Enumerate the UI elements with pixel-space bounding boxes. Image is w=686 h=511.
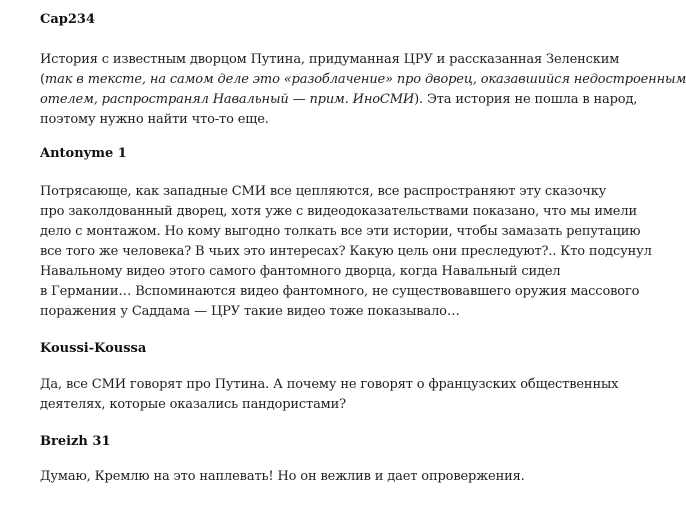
comment-line xyxy=(40,242,652,262)
comment-4 xyxy=(40,434,620,487)
comment-line xyxy=(40,110,620,130)
comment-text-segment: в Германии… Вспоминаются видео фантомного, не существовавшего оружия массового xyxy=(40,284,640,299)
comment-line xyxy=(40,182,620,202)
comment-text xyxy=(40,467,620,487)
comment-text xyxy=(40,182,652,322)
comment-text-segment: поэтому нужно найти что-то еще. xyxy=(40,112,269,127)
comment-line xyxy=(40,302,620,322)
comment-text-segment: История с известным дворцом Путина, придуманная ЦРУ и рассказанная Зеленским xyxy=(40,52,620,67)
comment-line xyxy=(40,222,641,242)
comment-text-segment: Навальному видео этого самого фантомного дворца, когда Навальный сидел xyxy=(40,264,561,279)
comment-line xyxy=(40,395,620,415)
comment-line xyxy=(40,375,620,395)
comment-text-segment: ( xyxy=(40,72,45,87)
editor-note-text: отелем, распространял Навальный — прим. ИноСМИ xyxy=(40,92,415,107)
comment-author: Breizh 31 xyxy=(40,434,111,449)
comment-line xyxy=(40,70,686,90)
comment-2 xyxy=(40,146,652,322)
comment-author: Cap234 xyxy=(40,12,95,27)
comment-text-segment: поражения у Саддама — ЦРУ такие видео тоже показывало… xyxy=(40,304,460,319)
comment-3 xyxy=(40,341,620,415)
comment-line xyxy=(40,262,620,282)
comment-text-segment: ). Эта история не пошла в народ, xyxy=(414,92,638,107)
comment-text-segment: деятелях, которые оказались пандористами? xyxy=(40,397,346,412)
comment-author: Koussi-Koussa xyxy=(40,341,147,356)
comment-line xyxy=(40,282,640,302)
comment-text-segment: Думаю, Кремлю на это наплевать! Но он вежлив и дает опровержения. xyxy=(40,469,525,484)
comment-text-segment: все того же человека? В чьих это интересах? Какую цель они преследуют?.. Кто подсунул xyxy=(40,244,652,259)
comment-line xyxy=(40,50,620,70)
comment-text-segment: Потрясающе, как западные СМИ все цепляются, все распространяют эту сказочку xyxy=(40,184,607,199)
comment-line xyxy=(40,467,620,487)
comment-line xyxy=(40,202,637,222)
comment-text-segment: Да, все СМИ говорят про Путина. А почему не говорят о французских общественных xyxy=(40,377,619,392)
comment-author: Antonyme 1 xyxy=(40,146,127,161)
comment-1 xyxy=(40,12,686,130)
comment-text-segment: про заколдованный дворец, хотя уже с видеодоказательствами показано, что мы имели xyxy=(40,204,637,219)
comment-text xyxy=(40,375,620,415)
editor-note-text: так в тексте, на самом деле это «разоблачение» про дворец, оказавшийся недостроенным xyxy=(44,72,686,87)
comment-text-segment: дело с монтажом. Но кому выгодно толкать все эти истории, чтобы замазать репутацию xyxy=(40,224,641,239)
comment-line xyxy=(40,90,638,110)
comment-text xyxy=(40,50,686,130)
